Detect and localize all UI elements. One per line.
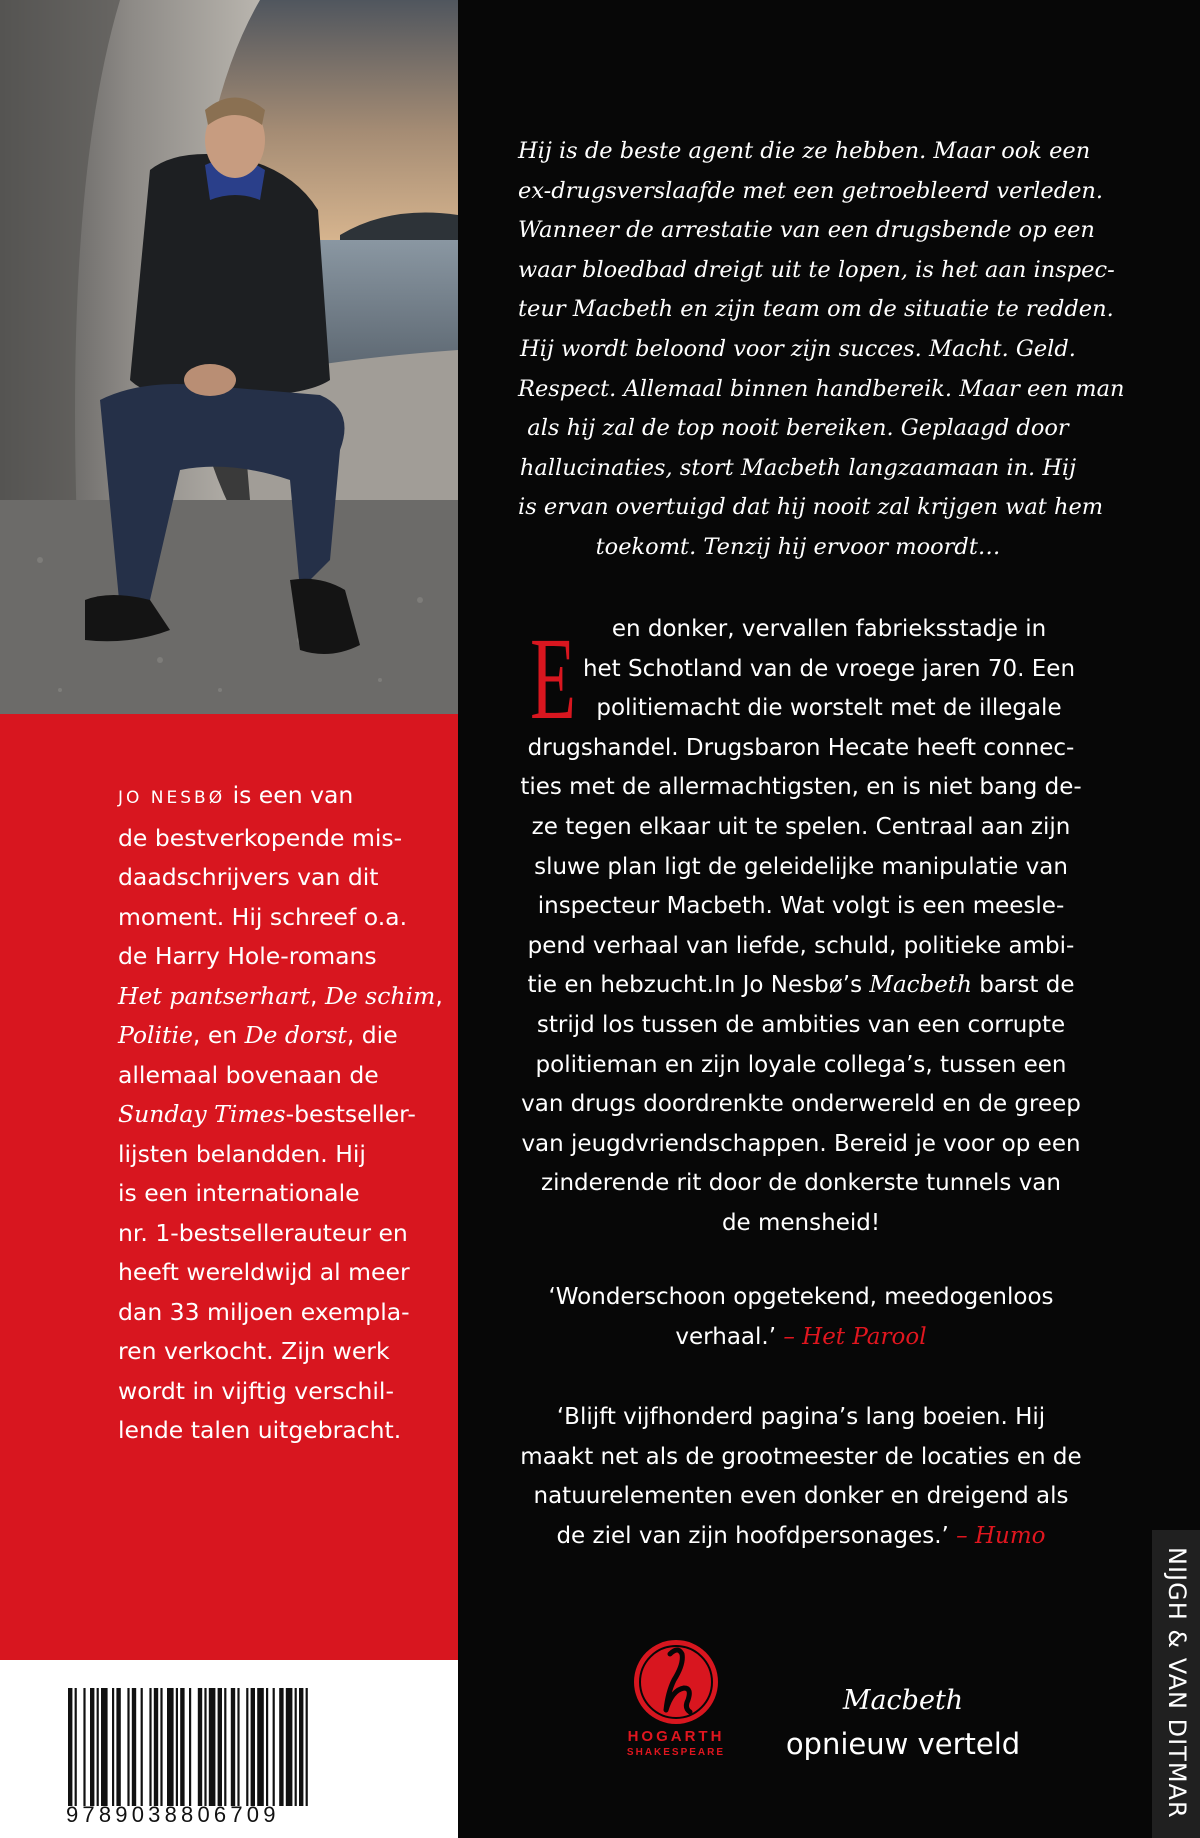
- author-bio-panel: [0, 714, 458, 1660]
- series-subtitle: opnieuw verteld: [785, 1727, 1021, 1761]
- bio-line: allemaal bovenaan de: [118, 1060, 379, 1089]
- synopsis-line: zinderende rit door de donkerste tunnels van: [541, 1170, 1061, 1197]
- barcode-bar: [231, 1688, 235, 1806]
- barcode-bar: [160, 1688, 162, 1806]
- bio-line: de bestverkopende mis-: [118, 823, 403, 852]
- barcode-bar: [218, 1688, 222, 1806]
- book-title-het-pantserhart: Het pantserhart: [118, 981, 310, 1010]
- quote-text: de ziel van zijn hoofdpersonages.’: [556, 1522, 949, 1549]
- quote-line: ‘Blijft vijfhonderd pagina’s lang boeien. Hij: [556, 1404, 1046, 1430]
- barcode-bar: [224, 1688, 226, 1806]
- book-title-de-dorst: De dorst: [244, 1021, 347, 1049]
- hogarth-logo-text: [598, 1728, 754, 1758]
- barcode-bar: [167, 1688, 174, 1806]
- quote-source: – Het Parool: [776, 1323, 927, 1350]
- synopsis-line: sluwe plan ligt de geleidelijke manipulatie van: [534, 853, 1068, 880]
- barcode-bar: [257, 1688, 264, 1806]
- quote-source: – Humo: [948, 1522, 1046, 1549]
- intro-line: toekomt. Tenzij hij ervoor moordt…: [595, 533, 1001, 560]
- synopsis-line: politieman en zijn loyale collega’s, tussen een: [535, 1051, 1067, 1078]
- quote-line: natuurelementen even donker en dreigend als: [533, 1483, 1069, 1510]
- barcode-bar: [273, 1688, 275, 1806]
- author-photo: [0, 0, 458, 714]
- publisher-name: NIJGH & VAN DITMAR: [1163, 1547, 1191, 1819]
- bio-line: is een van: [225, 781, 354, 809]
- barcode-bar: [83, 1688, 85, 1806]
- bio-line: is een internationale: [118, 1179, 360, 1207]
- synopsis-line: strijd los tussen de ambities van een corrupte: [536, 1011, 1066, 1038]
- barcode-bar: [251, 1688, 255, 1806]
- bio-line: ren verkocht. Zijn werk: [118, 1337, 390, 1365]
- barcode-bar: [246, 1688, 248, 1806]
- intro-blurb: [518, 132, 1125, 568]
- barcode-bar: [295, 1688, 297, 1806]
- bio-line: daadschrijvers van dit: [118, 863, 379, 891]
- intro-line: is ervan overtuigd dat hij nooit zal krijgen wat hem: [518, 494, 1104, 521]
- intro-line: als hij zal de top nooit bereiken. Geplaagd door: [527, 415, 1069, 442]
- intro-line: Hij is de beste agent die ze hebben. Maar ook een: [518, 138, 1091, 164]
- intro-line: Respect. Allemaal binnen handbereik. Maar een man: [518, 375, 1125, 402]
- barcode-bar: [116, 1688, 120, 1806]
- book-title-de-schim: De schim: [324, 981, 436, 1010]
- bio-line: lende talen uitgebracht.: [118, 1416, 402, 1444]
- barcode-bar: [189, 1688, 191, 1806]
- bio-text: , die: [346, 1021, 398, 1049]
- review-quote-het-parool: [516, 1278, 1086, 1357]
- barcode-bar: [75, 1688, 77, 1806]
- barcode-bar: [306, 1688, 308, 1806]
- barcode-bar: [154, 1688, 158, 1806]
- synopsis-line: en donker, vervallen fabrieksstadje in: [611, 616, 1047, 642]
- bio-line: nr. 1-bestsellerauteur en: [118, 1218, 408, 1247]
- author-name: JO NESBØ: [118, 788, 226, 808]
- barcode-bar: [209, 1688, 216, 1806]
- quote-line: maakt net als de grootmeester de locaties en de: [520, 1443, 1082, 1470]
- intro-line: Hij wordt beloond voor zijn succes. Macht. Geld.: [520, 335, 1076, 362]
- barcode-bar: [279, 1688, 283, 1806]
- synopsis-line: politiemacht die worstelt met de illegale: [596, 695, 1062, 722]
- synopsis-line: ties met de allermachtigsten, en is niet bang de-: [520, 774, 1082, 801]
- barcode-bar: [97, 1688, 99, 1806]
- isbn-barcode: [68, 1688, 398, 1806]
- synopsis-text: tie en hebzucht.In Jo Nesbø’s: [527, 972, 870, 999]
- barcode-bar: [141, 1688, 143, 1806]
- barcode-bar: [176, 1688, 178, 1806]
- bio-line: dan 33 miljoen exempla-: [118, 1297, 410, 1326]
- synopsis-line: drugshandel. Drugsbaron Hecate heeft connec-: [527, 734, 1075, 761]
- synopsis-line: de mensheid!: [721, 1209, 881, 1236]
- bio-line: heeft wereldwijd al meer: [118, 1258, 410, 1286]
- quote-line: ‘Wonderschoon opgetekend, meedogenloos: [548, 1284, 1054, 1310]
- logo-line-2: SHAKESPEARE: [626, 1747, 726, 1758]
- bio-text: , en: [192, 1021, 245, 1049]
- bio-text: ,: [435, 981, 443, 1010]
- newspaper-sunday-times: Sunday Times: [118, 1100, 286, 1128]
- synopsis-line: van drugs doordrenkte onderwereld en de greep: [521, 1091, 1081, 1118]
- review-quote-humo: [516, 1398, 1086, 1556]
- book-title-macbeth: Macbeth: [869, 972, 972, 999]
- synopsis: [516, 610, 1086, 1244]
- barcode-bar: [127, 1688, 129, 1806]
- isbn-number: 9789038806709: [66, 1802, 280, 1827]
- bio-line: wordt in vijftig verschil-: [118, 1376, 394, 1405]
- barcode-bar: [68, 1688, 72, 1806]
- synopsis-line: pend verhaal van liefde, schuld, politieke ambi-: [527, 932, 1075, 959]
- back-cover-text-panel: [458, 0, 1200, 1838]
- intro-line: ex-drugsverslaafde met een getroebleerd verleden.: [518, 177, 1104, 204]
- intro-line: teur Macbeth en zijn team om de situatie te redden.: [518, 296, 1114, 323]
- synopsis-line: inspecteur Macbeth. Wat volgt is een meesle-: [537, 893, 1065, 920]
- synopsis-line: ze tegen elkaar uit te spelen. Centraal aan zijn: [531, 813, 1071, 840]
- barcode-bar: [299, 1688, 303, 1806]
- barcode-bar: [198, 1688, 202, 1806]
- barcode-bar: [90, 1688, 94, 1806]
- series-title: Macbeth: [842, 1685, 964, 1716]
- synopsis-text: barst de: [971, 972, 1075, 999]
- intro-line: waar bloedbad dreigt uit te lopen, is het aan inspec-: [518, 256, 1115, 283]
- intro-line: Wanneer de arrestatie van een drugsbende op een: [518, 217, 1095, 244]
- synopsis-line: van jeugdvriendschappen. Bereid je voor op een: [521, 1130, 1081, 1157]
- drop-cap-letter: E: [530, 613, 576, 744]
- barcode-bar: [132, 1688, 136, 1806]
- barcode-bar: [237, 1688, 239, 1806]
- barcode-bar: [204, 1688, 206, 1806]
- barcode-bar: [101, 1688, 108, 1806]
- bio-line: lijsten belandden. Hij: [118, 1139, 366, 1168]
- author-bio: [118, 776, 443, 1451]
- barcode-bar: [266, 1688, 268, 1806]
- barcode-area: [0, 1660, 458, 1838]
- synopsis-line: het Schotland van de vroege jaren 70. Een: [582, 655, 1076, 682]
- bio-line: moment. Hij schreef o.a.: [118, 902, 408, 931]
- bio-text: ,: [309, 981, 325, 1010]
- barcode-bar: [149, 1688, 151, 1806]
- barcode-bar: [286, 1688, 293, 1806]
- series-tagline: [758, 1680, 1048, 1766]
- intro-line: hallucinaties, stort Macbeth langzaamaan in. Hij: [519, 454, 1077, 481]
- bio-line: de Harry Hole-romans: [118, 942, 377, 970]
- barcode-bar: [112, 1688, 114, 1806]
- bio-text: -bestseller-: [285, 1100, 416, 1128]
- barcode-bar: [180, 1688, 184, 1806]
- quote-text: verhaal.’: [675, 1323, 777, 1350]
- logo-line-1: HOGARTH: [627, 1728, 725, 1745]
- book-title-politie: Politie: [118, 1021, 193, 1049]
